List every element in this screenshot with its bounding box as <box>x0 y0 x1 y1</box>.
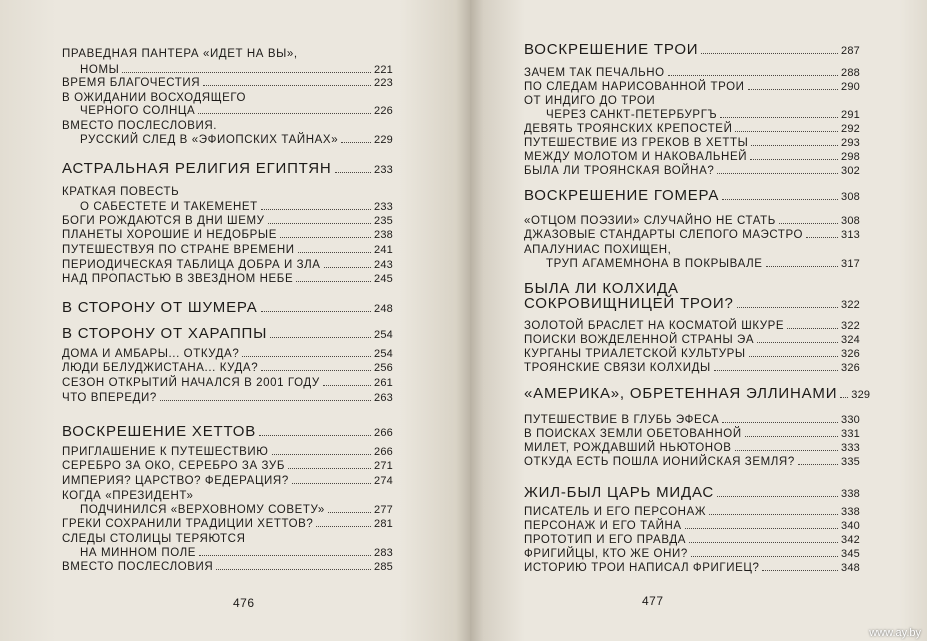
toc-entry <box>62 91 246 105</box>
toc-entry-page: 281 <box>374 518 393 530</box>
toc-entry-page: 308 <box>841 191 860 203</box>
dot-leader <box>298 252 371 253</box>
toc-entry-title: КРАТКАЯ ПОВЕСТЬ <box>62 186 180 198</box>
watermark: www.ay.by <box>869 627 921 639</box>
toc-entry-title: В СТОРОНУ ОТ ШУМЕРА <box>62 299 258 316</box>
toc-entry <box>524 361 860 375</box>
toc-entry-page: 326 <box>841 348 860 360</box>
toc-entry-page: 340 <box>841 520 860 532</box>
toc-entry-page: 291 <box>841 109 860 121</box>
toc-entry <box>62 258 393 272</box>
toc-entry <box>546 257 860 271</box>
toc-entry-title: МЕЖДУ МОЛОТОМ И НАКОВАЛЬНЕЙ <box>524 151 748 163</box>
toc-entry <box>62 517 393 531</box>
right-page-number: 477 <box>642 594 664 608</box>
toc-entry-title: ГРЕКИ СОХРАНИЛИ ТРАДИЦИИ ХЕТТОВ? <box>62 518 314 530</box>
toc-entry-title: «ОТЦОМ ПОЭЗИИ» СЛУЧАЙНО НЕ СТАТЬ <box>524 215 776 227</box>
toc-entry-page: 274 <box>374 475 393 487</box>
toc-entry <box>524 228 860 242</box>
toc-entry-title: ЗАЧЕМ ТАК ПЕЧАЛЬНО <box>524 67 665 79</box>
toc-entry <box>524 94 655 108</box>
dot-leader <box>779 223 838 224</box>
toc-entry-title: ПОИСКИ ВОЖДЕЛЕННОЙ СТРАНЫ ЭА <box>524 334 755 346</box>
toc-entry <box>524 413 860 427</box>
dot-leader <box>691 556 838 557</box>
dot-leader <box>296 281 371 282</box>
toc-entry-page: 338 <box>841 506 860 518</box>
toc-entry-title: БЫЛА ЛИ ТРОЯНСКАЯ ВОЙНА? <box>524 165 715 177</box>
toc-entry-title: ИСТОРИЮ ТРОИ НАПИСАЛ ФРИГИЕЦ? <box>524 562 760 574</box>
left-page-number: 476 <box>233 596 255 610</box>
toc-entry <box>62 459 393 473</box>
toc-entry-title: ЖИЛ-БЫЛ ЦАРЬ МИДАС <box>524 484 715 501</box>
toc-entry-page: 223 <box>374 77 393 89</box>
toc-entry <box>546 108 860 122</box>
toc-entry-title: В ПОИСКАХ ЗЕМЛИ ОБЕТОВАННОЙ <box>524 428 742 440</box>
toc-entry-title: ЛЮДИ БЕЛУДЖИСТАНА... КУДА? <box>62 362 259 374</box>
toc-entry <box>62 76 393 90</box>
toc-entry-page: 241 <box>374 244 393 256</box>
toc-entry-title: ВМЕСТО ПОСЛЕСЛОВИЯ <box>62 561 214 573</box>
dot-leader <box>749 356 838 357</box>
toc-entry-title: ПО СЛЕДАМ НАРИСОВАННОЙ ТРОИ <box>524 81 745 93</box>
toc-entry <box>62 391 393 405</box>
toc-entry <box>524 150 860 164</box>
toc-entry-page: 266 <box>374 427 393 439</box>
toc-entry-page: 229 <box>374 134 393 146</box>
toc-entry <box>62 272 393 286</box>
toc-entry-page: 345 <box>841 548 860 560</box>
toc-entry-title: СЕРЕБРО ЗА ОКО, СЕРЕБРО ЗА ЗУБ <box>62 460 285 472</box>
toc-entry-title: ПЛАНЕТЫ ХОРОШИЕ И НЕДОБРЫЕ <box>62 229 277 241</box>
toc-chapter-heading <box>524 187 860 206</box>
toc-entry-title: ПИСАТЕЛЬ И ЕГО ПЕРСОНАЖ <box>524 506 707 518</box>
dot-leader <box>722 422 838 423</box>
toc-chapter-heading <box>524 295 860 314</box>
dot-leader <box>787 328 838 329</box>
toc-entry-page: 293 <box>841 137 860 149</box>
toc-entry-title: ИМПЕРИЯ? ЦАРСТВО? ФЕДЕРАЦИЯ? <box>62 475 289 487</box>
dot-leader <box>685 528 838 529</box>
toc-entry-page: 266 <box>374 446 393 458</box>
toc-chapter-heading <box>524 385 871 404</box>
dot-leader <box>806 237 838 238</box>
toc-entry-page: 271 <box>374 460 393 472</box>
toc-entry <box>524 319 860 333</box>
dot-leader <box>717 496 838 497</box>
toc-entry <box>62 560 393 574</box>
dot-leader <box>701 53 838 54</box>
toc-entry-page: 254 <box>374 329 393 341</box>
toc-entry-page: 233 <box>374 164 393 176</box>
toc-entry-page: 308 <box>841 215 860 227</box>
toc-entry-title: СЛЕДЫ СТОЛИЦЫ ТЕРЯЮТСЯ <box>62 533 246 545</box>
toc-entry-title: ОТКУДА ЕСТЬ ПОШЛА ИОНИЙСКАЯ ЗЕМЛЯ? <box>524 456 795 468</box>
dot-leader <box>757 342 838 343</box>
toc-entry <box>524 333 860 347</box>
toc-entry <box>80 104 393 118</box>
toc-entry-title: КУРГАНЫ ТРИАЛЕТСКОЙ КУЛЬТУРЫ <box>524 348 746 360</box>
toc-entry-page: 298 <box>841 151 860 163</box>
dot-leader <box>199 555 371 556</box>
toc-entry <box>524 122 860 136</box>
toc-entry-title: ВОСКРЕШЕНИЕ ТРОИ <box>524 41 699 58</box>
toc-entry <box>62 228 393 242</box>
toc-entry-page: 329 <box>851 389 871 401</box>
toc-entry-title: ДОМА И АМБАРЫ... ОТКУДА? <box>62 348 240 360</box>
toc-entry <box>524 164 860 178</box>
toc-entry <box>524 561 860 575</box>
toc-entry <box>62 185 179 199</box>
toc-entry-page: 338 <box>841 488 860 500</box>
dot-leader <box>160 400 371 401</box>
dot-leader <box>668 75 838 76</box>
toc-entry <box>80 63 393 77</box>
toc-entry-title: СЕЗОН ОТКРЫТИЙ НАЧАЛСЯ В 2001 ГОДУ <box>62 377 320 389</box>
toc-entry-title: АПАЛУНИАС ПОХИЩЕН, <box>524 244 672 256</box>
toc-entry-title: ТРУП АГАМЕМНОНА В ПОКРЫВАЛЕ <box>546 258 763 270</box>
toc-entry-page: 331 <box>841 428 860 440</box>
dot-leader <box>751 145 838 146</box>
dot-leader <box>735 131 838 132</box>
dot-leader <box>737 307 838 308</box>
dot-leader <box>762 570 838 571</box>
right-page <box>470 0 927 641</box>
toc-entry-page: 302 <box>841 165 860 177</box>
dot-leader <box>261 209 371 210</box>
dot-leader <box>261 311 372 312</box>
dot-leader <box>735 450 839 451</box>
dot-leader <box>798 464 838 465</box>
toc-entry-page: 221 <box>374 64 393 76</box>
toc-entry-title: КОГДА «ПРЕЗИДЕНТ» <box>62 490 194 502</box>
toc-entry-page: 348 <box>841 562 860 574</box>
toc-entry-page: 290 <box>841 81 860 93</box>
toc-entry-page: 288 <box>841 67 860 79</box>
toc-entry-title: ФРИГИЙЦЫ, КТО ЖЕ ОНИ? <box>524 548 688 560</box>
dot-leader <box>689 542 838 543</box>
toc-entry <box>524 547 860 561</box>
dot-leader <box>748 89 839 90</box>
toc-entry-title: В СТОРОНУ ОТ ХАРАППЫ <box>62 325 268 342</box>
toc-entry-page: 333 <box>841 442 860 454</box>
toc-entry-title: ЧЕРНОГО СОЛНЦА <box>80 105 196 117</box>
toc-entry-page: 254 <box>374 348 393 360</box>
dot-leader <box>316 526 371 527</box>
toc-entry-title: БЫЛА ЛИ КОЛХИДА <box>524 280 679 297</box>
toc-entry-page: 322 <box>841 299 860 311</box>
toc-chapter-heading <box>524 41 860 60</box>
toc-entry <box>524 441 860 455</box>
toc-entry-title: ПУТЕШЕСТВИЕ В ГЛУБЬ ЭФЕСА <box>524 414 720 426</box>
toc-entry-title: ПОДЧИНИЛСЯ «ВЕРХОВНОМУ СОВЕТУ» <box>80 504 325 516</box>
toc-entry <box>524 519 860 533</box>
toc-entry-title: ПУТЕШЕСТВУЯ ПО СТРАНЕ ВРЕМЕНИ <box>62 244 295 256</box>
toc-entry-page: 287 <box>841 45 860 57</box>
toc-entry-page: 245 <box>374 273 393 285</box>
dot-leader <box>259 435 371 436</box>
toc-entry <box>62 474 393 488</box>
toc-entry-page: 283 <box>374 547 393 559</box>
dot-leader <box>717 173 838 174</box>
toc-entry <box>524 427 860 441</box>
dot-leader <box>750 159 838 160</box>
toc-entry-title: ДЖАЗОВЫЕ СТАНДАРТЫ СЛЕПОГО МАЭСТРО <box>524 229 804 241</box>
toc-entry-title: ПРИГЛАШЕНИЕ К ПУТЕШЕСТВИЮ <box>62 446 269 458</box>
toc-entry <box>62 532 245 546</box>
toc-entry-page: 317 <box>841 258 860 270</box>
toc-entry-title: АСТРАЛЬНАЯ РЕЛИГИЯ ЕГИПТЯН <box>62 160 332 177</box>
toc-entry-title: ВРЕМЯ БЛАГОЧЕСТИЯ <box>62 77 201 89</box>
toc-chapter-heading <box>62 160 393 179</box>
toc-entry <box>62 445 393 459</box>
toc-entry-page: 342 <box>841 534 860 546</box>
dot-leader <box>324 267 372 268</box>
toc-entry <box>524 533 860 547</box>
toc-entry-page: 330 <box>841 414 860 426</box>
toc-entry-title: РУССКИЙ СЛЕД В «ЭФИОПСКИХ ТАЙНАХ» <box>80 134 339 146</box>
toc-entry-page: 226 <box>374 105 393 117</box>
dot-leader <box>292 483 371 484</box>
dot-leader <box>328 512 371 513</box>
toc-entry <box>62 489 193 503</box>
toc-entry-page: 292 <box>841 123 860 135</box>
dot-leader <box>198 113 371 114</box>
toc-entry <box>62 347 393 361</box>
toc-entry <box>524 347 860 361</box>
toc-entry-page: 233 <box>374 201 393 213</box>
toc-entry-title: ЧЕРЕЗ САНКТ-ПЕТЕРБУРГЪ <box>546 109 718 121</box>
toc-entry-title: НОМЫ <box>80 64 120 76</box>
toc-entry-page: 261 <box>374 377 393 389</box>
dot-leader <box>242 356 371 357</box>
toc-entry <box>524 136 860 150</box>
toc-entry-title: ПЕРСОНАЖ И ЕГО ТАЙНА <box>524 520 682 532</box>
toc-entry-title: СОКРОВИЩНИЦЕЙ ТРОИ? <box>524 295 734 312</box>
toc-entry <box>524 80 860 94</box>
toc-entry-title: ВОСКРЕШЕНИЕ ХЕТТОВ <box>62 423 257 440</box>
toc-entry <box>62 376 393 390</box>
toc-entry-page: 285 <box>374 561 393 573</box>
toc-entry-title: ПРОТОТИП И ЕГО ПРАВДА <box>524 534 686 546</box>
toc-entry <box>524 214 860 228</box>
toc-entry <box>80 133 393 147</box>
dot-leader <box>745 436 838 437</box>
toc-entry-title: В ОЖИДАНИИ ВОСХОДЯЩЕГО <box>62 92 247 104</box>
toc-chapter-heading <box>524 484 860 503</box>
dot-leader <box>272 454 372 455</box>
dot-leader <box>323 385 371 386</box>
dot-leader <box>288 468 371 469</box>
toc-entry-page: 313 <box>841 229 860 241</box>
dot-leader <box>122 72 371 73</box>
dot-leader <box>840 397 848 398</box>
toc-entry-title: НАД ПРОПАСТЬЮ В ЗВЕЗДНОМ НЕБЕ <box>62 273 294 285</box>
toc-entry <box>524 66 860 80</box>
toc-entry-page: 263 <box>374 392 393 404</box>
dot-leader <box>280 237 371 238</box>
toc-entry <box>80 200 393 214</box>
dot-leader <box>714 370 838 371</box>
dot-leader <box>268 223 371 224</box>
toc-entry-page: 248 <box>374 303 393 315</box>
toc-entry <box>524 455 860 469</box>
dot-leader <box>722 199 838 200</box>
toc-entry-page: 238 <box>374 229 393 241</box>
toc-entry-page: 243 <box>374 259 393 271</box>
dot-leader <box>335 172 371 173</box>
toc-entry-title: ДЕВЯТЬ ТРОЯНСКИХ КРЕПОСТЕЙ <box>524 123 733 135</box>
toc-entry <box>524 243 671 257</box>
toc-chapter-heading <box>62 299 393 318</box>
toc-entry-page: 335 <box>841 456 860 468</box>
toc-entry <box>62 119 217 133</box>
toc-entry-title: ПРАВЕДНАЯ ПАНТЕРА «ИДЕТ НА ВЫ», <box>62 48 298 60</box>
toc-entry-page: 324 <box>841 334 860 346</box>
toc-entry-title: НА МИННОМ ПОЛЕ <box>80 547 197 559</box>
toc-entry <box>62 243 393 257</box>
dot-leader <box>766 266 839 267</box>
toc-entry-title: БОГИ РОЖДАЮТСЯ В ДНИ ШЕМУ <box>62 215 265 227</box>
toc-entry-title: ВОСКРЕШЕНИЕ ГОМЕРА <box>524 187 720 204</box>
toc-entry-title: ВМЕСТО ПОСЛЕСЛОВИЯ. <box>62 120 218 132</box>
dot-leader <box>720 117 838 118</box>
toc-entry-title: МИЛЕТ, РОЖДАВШИЙ НЬЮТОНОВ <box>524 442 732 454</box>
dot-leader <box>709 514 838 515</box>
toc-entry-page: 277 <box>374 504 393 516</box>
toc-chapter-heading <box>62 423 393 442</box>
dot-leader <box>203 85 371 86</box>
toc-entry <box>62 47 298 61</box>
toc-entry <box>524 505 860 519</box>
toc-entry-title: «АМЕРИКА», ОБРЕТЕННАЯ ЭЛЛИНАМИ <box>524 385 838 402</box>
toc-entry-title: ПЕРИОДИЧЕСКАЯ ТАБЛИЦА ДОБРА И ЗЛА <box>62 259 321 271</box>
toc-entry <box>80 503 393 517</box>
dot-leader <box>270 337 371 338</box>
toc-entry-page: 235 <box>374 215 393 227</box>
toc-entry-page: 326 <box>841 362 860 374</box>
toc-entry-title: ОТ ИНДИГО ДО ТРОИ <box>524 95 656 107</box>
dot-leader <box>261 370 371 371</box>
toc-chapter-heading <box>62 325 393 344</box>
toc-entry <box>62 361 393 375</box>
toc-entry-title: ЧТО ВПЕРЕДИ? <box>62 392 157 404</box>
toc-entry-title: О САБЕСТЕТЕ И ТАКЕМЕНЕТ <box>80 201 258 213</box>
toc-entry <box>80 546 393 560</box>
toc-entry-title: ПУТЕШЕСТВИЕ ИЗ ГРЕКОВ В ХЕТТЫ <box>524 137 749 149</box>
dot-leader <box>341 142 371 143</box>
toc-entry-title: ТРОЯНСКИЕ СВЯЗИ КОЛХИДЫ <box>524 362 711 374</box>
toc-entry-page: 322 <box>841 320 860 332</box>
toc-entry-title: ЗОЛОТОЙ БРАСЛЕТ НА КОСМАТОЙ ШКУРЕ <box>524 320 785 332</box>
dot-leader <box>216 569 371 570</box>
toc-entry-page: 256 <box>374 362 393 374</box>
toc-entry <box>62 214 393 228</box>
